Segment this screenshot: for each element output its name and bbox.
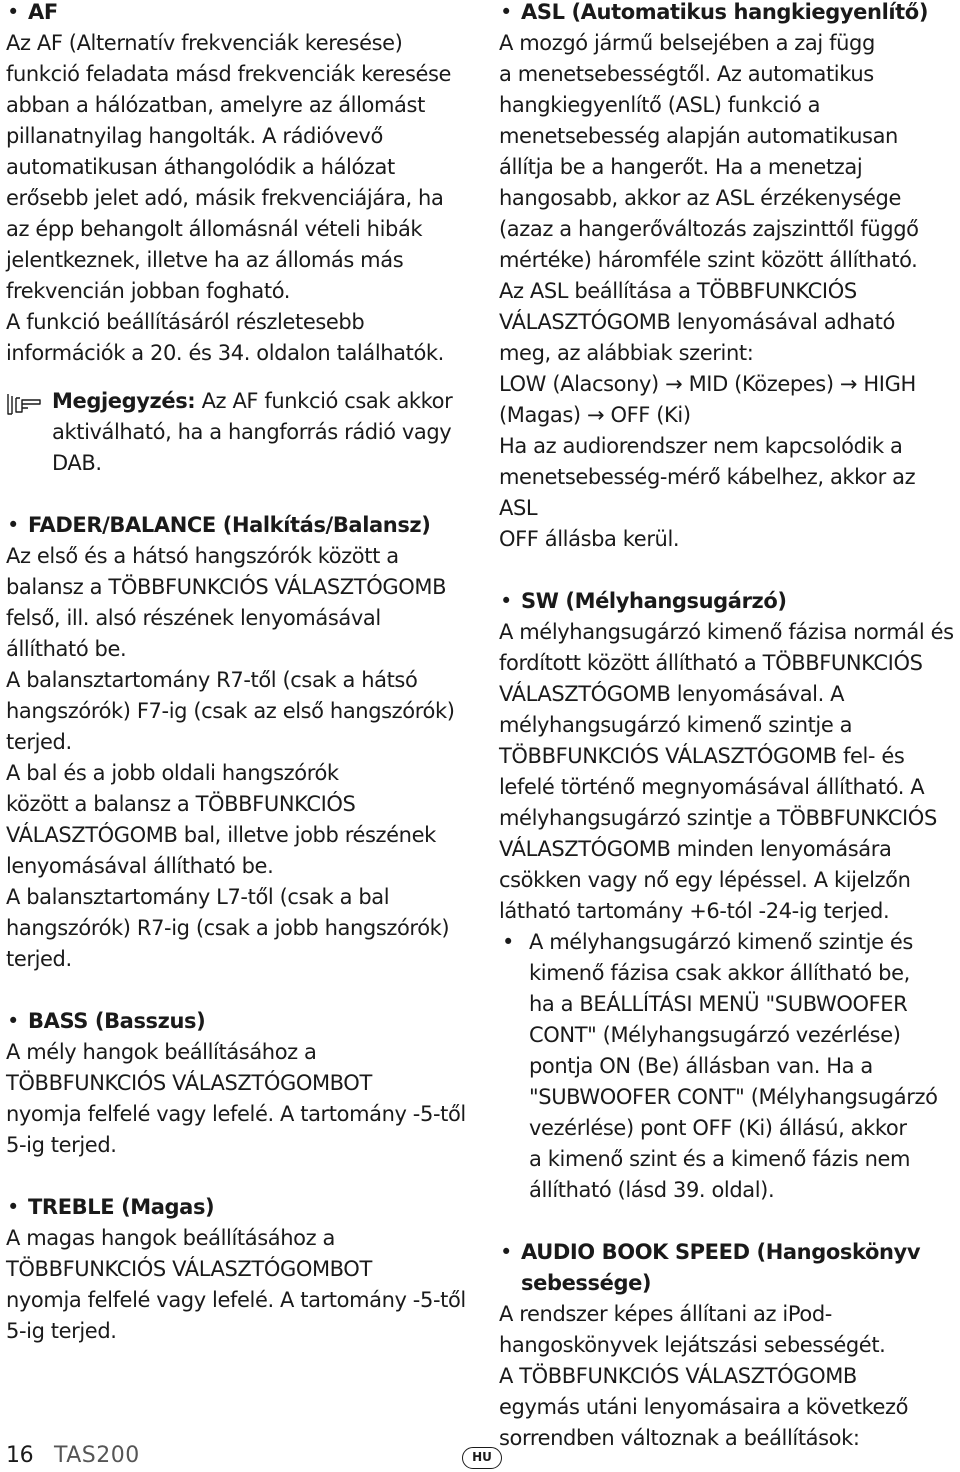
- bullet-icon: •: [7, 513, 19, 537]
- text-line: hangszórók) F7-ig (csak az első hangszórók): [6, 699, 455, 723]
- text-line: terjed.: [6, 947, 72, 971]
- sub-list-item: [499, 927, 957, 1206]
- page-number: 16: [6, 1443, 34, 1468]
- text-line: csökken vagy nő egy lépéssel. A kijelzőn: [499, 868, 911, 892]
- text-line: pontja ON (Be) állásban van. Ha a: [529, 1054, 873, 1078]
- pointing-hand-icon: [6, 388, 42, 418]
- text-line: abban a hálózatban, amelyre az állomást: [6, 93, 425, 117]
- text-line: felső, ill. alsó részének lenyomásával: [6, 606, 381, 630]
- text-line: információk a 20. és 34. oldalon találhatók.: [6, 341, 444, 365]
- text-line: TÖBBFUNKCIÓS VÁLASZTÓGOMB fel- és: [499, 744, 905, 768]
- text-line: 5-ig terjed.: [6, 1319, 117, 1343]
- text-line: hangszórók) R7-ig (csak a jobb hangszórók): [6, 916, 450, 940]
- section-body: [6, 28, 468, 369]
- note-text: Az AF funkció csak akkor: [195, 389, 453, 413]
- text-line: hangoskönyvek lejátszási sebességét.: [499, 1333, 886, 1357]
- text-line: az épp behangolt állomásnál vételi hibák: [6, 217, 423, 241]
- text-line: vezérlése) pont OFF (Ki) állású, akkor: [529, 1116, 907, 1140]
- text-line: 5-ig terjed.: [6, 1133, 117, 1157]
- model-name: TAS200: [54, 1443, 140, 1468]
- text-line: funkció feladata másd frekvenciák keresése: [6, 62, 452, 86]
- text-line: hangkiegyenlítő (ASL) funkció a: [499, 93, 821, 117]
- text-line: lenyomásával állítható be.: [6, 854, 274, 878]
- text-line: VÁLASZTÓGOMB minden lenyomására: [499, 837, 892, 861]
- text-line: OFF állásba kerül.: [499, 527, 680, 551]
- text-line: egymás utáni lenyomásaira a következő: [499, 1395, 909, 1419]
- text-line: Az ASL beállítása a TÖBBFUNKCIÓS: [499, 279, 857, 303]
- text-line: A mély hangok beállításához a: [6, 1040, 317, 1064]
- bullet-icon: •: [500, 589, 512, 613]
- text-line: VÁLASZTÓGOMB lenyomásával. A: [499, 682, 845, 706]
- section-heading: • AUDIO BOOK SPEED (Hangoskönyv sebessége): [499, 1237, 957, 1299]
- section-body: [499, 28, 957, 555]
- text-line: automatikusan áthangolódik a hálózat: [6, 155, 395, 179]
- text-line: állítható be.: [6, 637, 127, 661]
- text-line: A mélyhangsugárzó kimenő szintje és: [529, 930, 913, 954]
- text-line: a menetsebességtől. Az automatikus: [499, 62, 874, 86]
- section-fader-balance: [6, 510, 468, 975]
- text-line: VÁLASZTÓGOMB bal, illetve jobb részének: [6, 823, 436, 847]
- text-line: TÖBBFUNKCIÓS VÁLASZTÓGOMBOT: [6, 1071, 372, 1095]
- text-line: menetsebesség alapján automatikusan: [499, 124, 898, 148]
- text-line: VÁLASZTÓGOMB lenyomásával adható: [499, 310, 895, 334]
- text-line: jelentkeznek, illetve ha az állomás más: [6, 248, 404, 272]
- text-line: meg, az alábbiak szerint:: [499, 341, 754, 365]
- text-line: frekvencián jobban fogható.: [6, 279, 291, 303]
- bullet-icon: •: [7, 0, 19, 24]
- text-line: látható tartomány +6-tól -24-ig terjed.: [499, 899, 890, 923]
- left-column: [6, 0, 468, 1378]
- note-text: DAB.: [52, 451, 102, 475]
- note-box: [6, 386, 468, 479]
- section-body: [6, 1037, 468, 1161]
- section-heading: • AF: [6, 0, 468, 28]
- section-heading: • FADER/BALANCE (Halkítás/Balansz): [6, 510, 468, 541]
- text-line: (azaz a hangerőváltozás zajszinttől függő: [499, 217, 919, 241]
- text-line: állítható (lásd 39. oldal).: [529, 1178, 775, 1202]
- section-body: [6, 541, 468, 975]
- text-line: fordított között állítható a TÖBBFUNKCIÓS: [499, 651, 923, 675]
- text-line: között a balansz a TÖBBFUNKCIÓS: [6, 792, 356, 816]
- text-line: (Magas) → OFF (Ki): [499, 403, 691, 427]
- section-body: [499, 1299, 957, 1454]
- text-line: "SUBWOOFER CONT" (Mélyhangsugárzó: [529, 1085, 938, 1109]
- text-line: A bal és a jobb oldali hangszórók: [6, 761, 339, 785]
- text-line: A funkció beállításáról részletesebb: [6, 310, 365, 334]
- text-line: kimenő fázisa csak akkor állítható be,: [529, 961, 910, 985]
- text-line: A TÖBBFUNKCIÓS VÁLASZTÓGOMB: [499, 1364, 857, 1388]
- text-line: A mélyhangsugárzó kimenő fázisa normál és: [499, 620, 954, 644]
- text-line: A rendszer képes állítani az iPod-: [499, 1302, 832, 1326]
- right-column: [499, 0, 957, 1472]
- bullet-icon: •: [7, 1195, 19, 1219]
- text-line: terjed.: [6, 730, 72, 754]
- text-line: CONT" (Mélyhangsugárzó vezérlése): [529, 1023, 901, 1047]
- text-line: A balansztartomány L7-től (csak a bal: [6, 885, 390, 909]
- section-bass: [6, 1006, 468, 1161]
- text-line: lefelé történő megnyomásával állítható. A: [499, 775, 925, 799]
- text-line: balansz a TÖBBFUNKCIÓS VÁLASZTÓGOMB: [6, 575, 447, 599]
- text-line: pillanatnyilag hangolták. A rádióvevő: [6, 124, 383, 148]
- section-af: [6, 0, 468, 479]
- text-line: nyomja felfelé vagy lefelé. A tartomány -5-től: [6, 1102, 466, 1126]
- text-line: nyomja felfelé vagy lefelé. A tartomány -5-től: [6, 1288, 466, 1312]
- section-body: [499, 617, 957, 927]
- text-line: A balansztartomány R7-től (csak a hátsó: [6, 668, 418, 692]
- language-badge: HU: [462, 1447, 502, 1469]
- text-line: állítja be a hangerőt. Ha a menetzaj: [499, 155, 863, 179]
- text-line: A mozgó jármű belsejében a zaj függ: [499, 31, 875, 55]
- section-asl: [499, 0, 957, 555]
- section-sw: [499, 586, 957, 1206]
- text-line: Az első és a hátsó hangszórók között a: [6, 544, 399, 568]
- text-line: menetsebesség-mérő kábelhez, akkor az ASL: [499, 465, 916, 520]
- text-line: erősebb jelet adó, másik frekvenciájára, ha: [6, 186, 444, 210]
- bullet-icon: •: [500, 1240, 512, 1264]
- section-heading: • ASL (Automatikus hangkiegyenlítő): [499, 0, 957, 28]
- bullet-icon: •: [502, 930, 514, 954]
- bullet-icon: •: [7, 1009, 19, 1033]
- text-line: mértéke) háromféle szint között állítható.: [499, 248, 918, 272]
- text-line: Ha az audiorendszer nem kapcsolódik a: [499, 434, 903, 458]
- section-heading: • TREBLE (Magas): [6, 1192, 468, 1223]
- text-line: sorrendben változnak a beállítások:: [499, 1426, 860, 1450]
- bullet-icon: •: [500, 0, 512, 24]
- section-heading: • SW (Mélyhangsugárzó): [499, 586, 957, 617]
- text-line: a kimenő szint és a kimenő fázis nem: [529, 1147, 911, 1171]
- section-heading: • BASS (Basszus): [6, 1006, 468, 1037]
- section-audio-book-speed: [499, 1237, 957, 1454]
- text-line: LOW (Alacsony) → MID (Közepes) → HIGH: [499, 372, 916, 396]
- text-line: ha a BEÁLLÍTÁSI MENÜ "SUBWOOFER: [529, 992, 908, 1016]
- text-line: hangosabb, akkor az ASL érzékenysége: [499, 186, 902, 210]
- section-treble: [6, 1192, 468, 1347]
- text-line: TÖBBFUNKCIÓS VÁLASZTÓGOMBOT: [6, 1257, 372, 1281]
- text-line: mélyhangsugárzó kimenő szintje a: [499, 713, 853, 737]
- text-line: Az AF (Alternatív frekvenciák keresése): [6, 31, 403, 55]
- text-line: mélyhangsugárzó szintje a TÖBBFUNKCIÓS: [499, 806, 937, 830]
- note-label: Megjegyzés:: [52, 389, 196, 413]
- section-body: [6, 1223, 468, 1347]
- note-text: aktiválható, ha a hangforrás rádió vagy: [52, 420, 452, 444]
- text-line: A magas hangok beállításához a: [6, 1226, 335, 1250]
